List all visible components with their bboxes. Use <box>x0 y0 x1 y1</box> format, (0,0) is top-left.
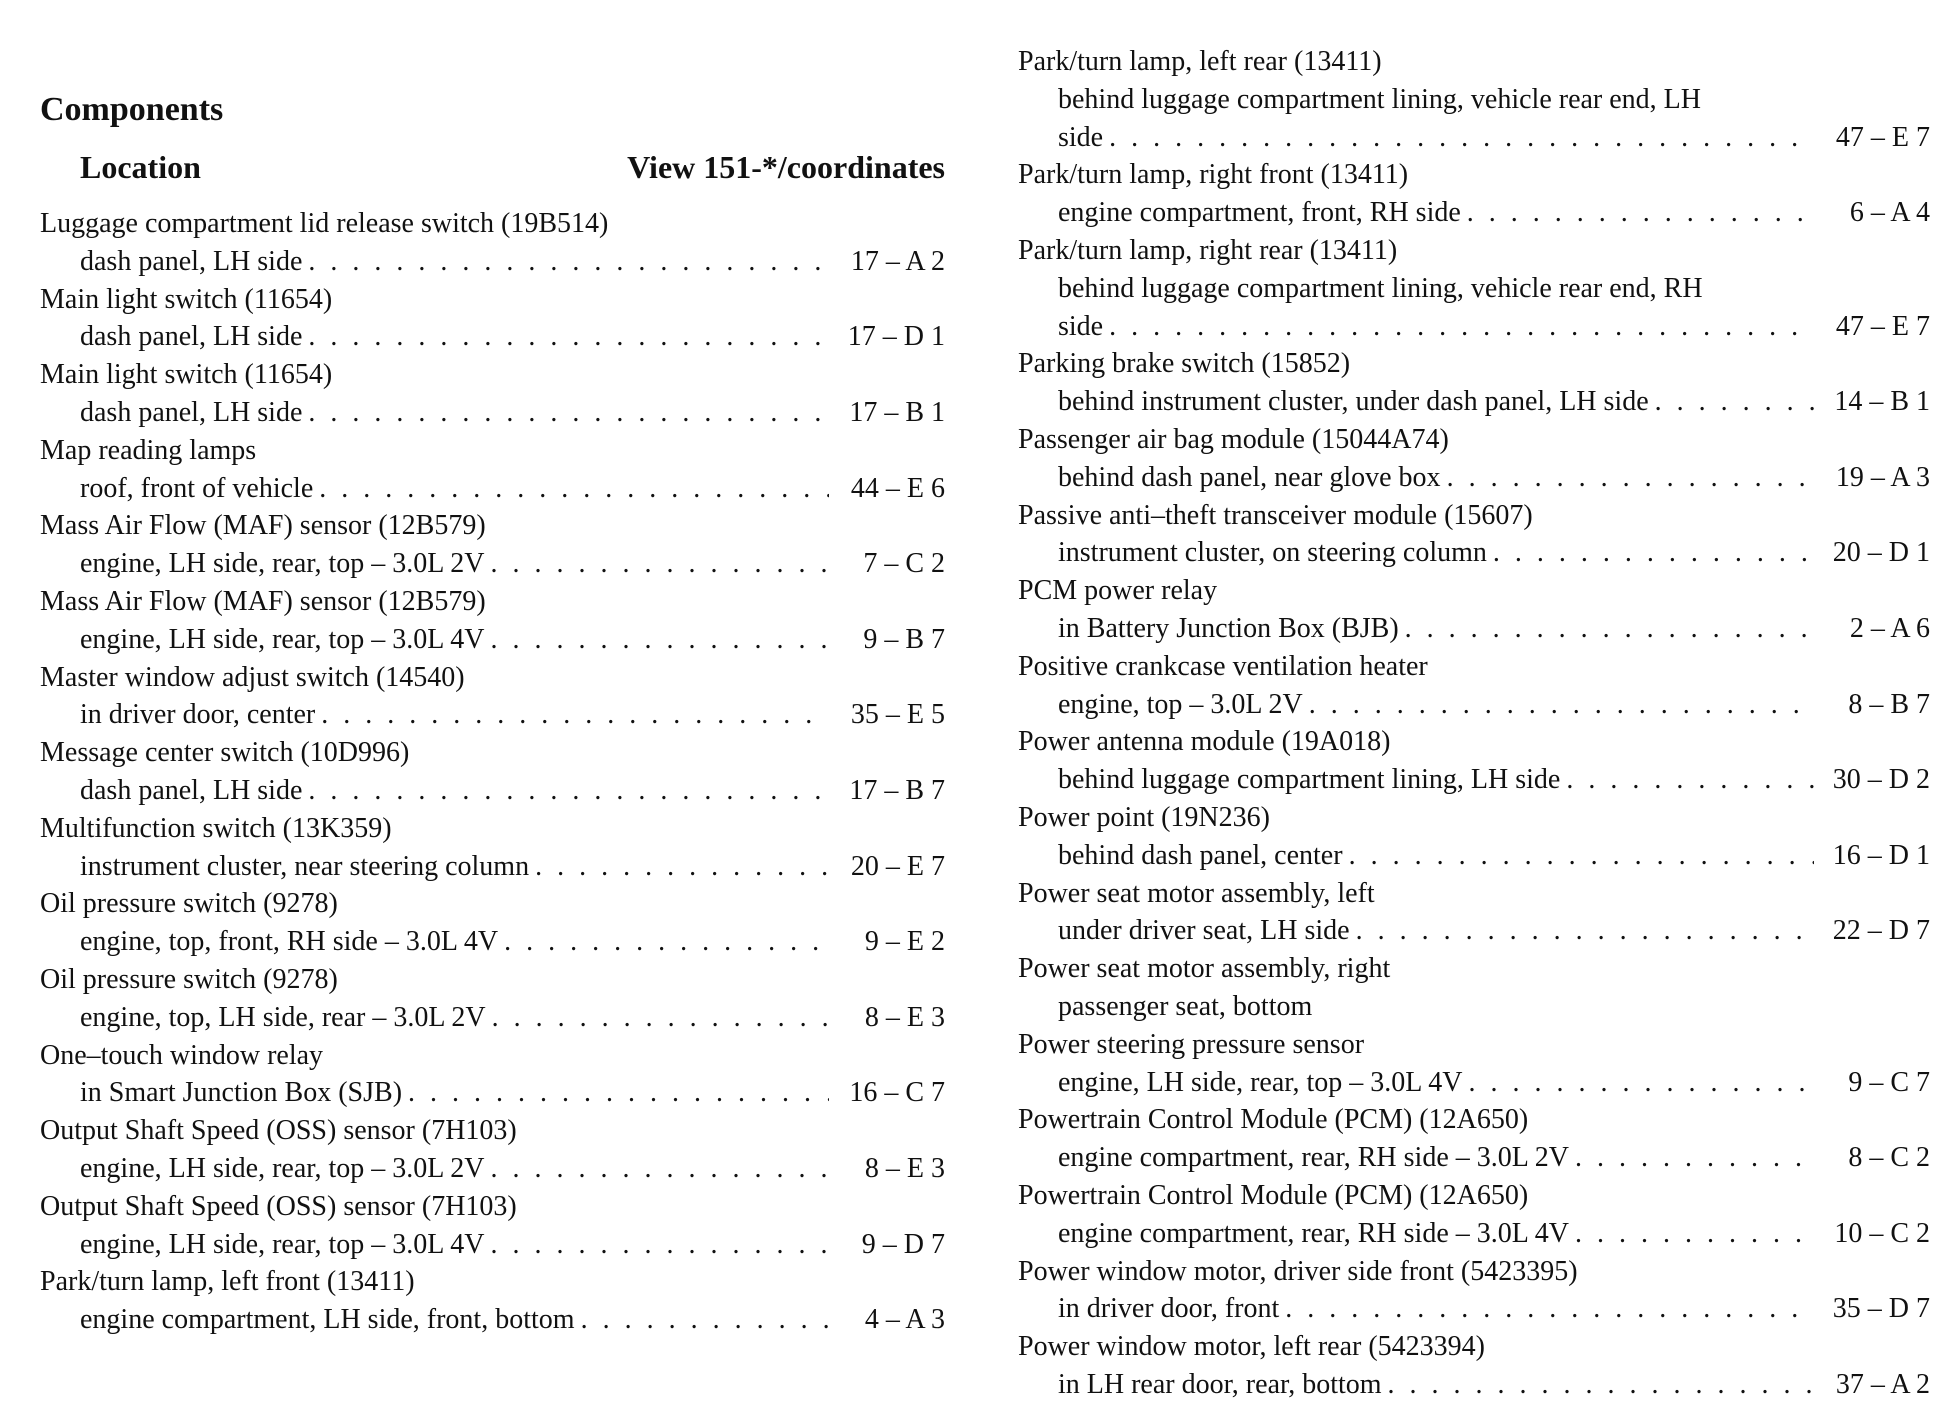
component-name: Powertrain Control Module (PCM) (12A650) <box>1018 1179 1529 1211</box>
view-coordinates-column-heading: View 151-*/coordinates <box>627 149 945 185</box>
component-location: side <box>1058 310 1104 342</box>
component-name: PCM power relay <box>1018 575 1218 607</box>
component-entry <box>40 432 945 508</box>
component-entry <box>40 1112 945 1188</box>
dot-leader <box>1566 761 1814 799</box>
component-name: Positive crankcase ventilation heater <box>1018 650 1428 682</box>
dot-leader <box>504 923 829 961</box>
component-name: Multifunction switch (13K359) <box>40 812 392 844</box>
component-location: side <box>1058 121 1104 153</box>
dot-leader <box>319 470 829 508</box>
dot-leader <box>1493 534 1814 572</box>
component-entry <box>40 1188 945 1264</box>
component-location: behind dash panel, near glove box <box>1058 461 1441 493</box>
component-name: Power point (19N236) <box>1018 801 1270 833</box>
component-list-left <box>40 205 945 1339</box>
component-location-wrapped: behind luggage compartment lining, vehicle rear end, LH <box>1058 83 1702 115</box>
component-detail-row <box>1018 119 1930 157</box>
component-location-wrapped: behind luggage compartment lining, vehicle rear end, RH <box>1058 272 1703 304</box>
dot-leader <box>1469 1064 1814 1102</box>
component-detail-row <box>40 923 945 961</box>
component-entry <box>40 205 945 281</box>
dot-leader <box>1467 194 1814 232</box>
view-coordinate: 6 – A 4 <box>1849 197 1930 229</box>
component-name: Message center switch (10D996) <box>40 737 410 769</box>
dot-leader <box>1405 610 1814 648</box>
dot-leader <box>1109 119 1814 157</box>
component-detail-row <box>40 696 945 734</box>
component-detail-row <box>40 470 945 508</box>
component-detail-row <box>1018 534 1930 572</box>
dot-leader <box>491 621 829 659</box>
component-detail-row <box>1018 1366 1930 1404</box>
component-location: dash panel, LH side <box>80 396 303 428</box>
dot-leader <box>1356 912 1814 950</box>
component-detail-row <box>1018 308 1930 346</box>
component-name: Power window motor, driver side front (5423395) <box>1018 1255 1578 1287</box>
section-title: Components <box>40 91 224 128</box>
component-entry <box>1018 345 1930 421</box>
component-location: engine, LH side, rear, top – 3.0L 2V <box>80 548 485 580</box>
component-location: in Battery Junction Box (BJB) <box>1058 612 1399 644</box>
view-coordinate: 8 – E 3 <box>864 1152 945 1184</box>
component-name: Main light switch (11654) <box>40 283 333 315</box>
component-name: Mass Air Flow (MAF) sensor (12B579) <box>40 510 486 542</box>
component-location: in LH rear door, rear, bottom <box>1058 1368 1382 1400</box>
component-location: engine compartment, rear, RH side – 3.0L 4V <box>1058 1217 1570 1249</box>
component-entry <box>40 1263 945 1339</box>
view-coordinate: 9 – C 7 <box>1848 1066 1930 1098</box>
component-name: Park/turn lamp, left rear (13411) <box>1018 46 1382 77</box>
component-detail-row <box>40 1301 945 1339</box>
view-coordinate: 14 – B 1 <box>1834 386 1930 418</box>
dot-leader <box>1349 837 1814 875</box>
dot-leader <box>321 696 829 734</box>
view-coordinate: 44 – E 6 <box>850 472 945 504</box>
dot-leader <box>491 1150 829 1188</box>
component-location: behind luggage compartment lining, LH side <box>1058 764 1561 796</box>
component-entry <box>40 659 945 735</box>
dot-leader <box>408 1074 829 1112</box>
dot-leader <box>491 545 829 583</box>
dot-leader <box>1309 686 1814 724</box>
component-name: Park/turn lamp, right rear (13411) <box>1018 234 1398 266</box>
component-location: engine, LH side, rear, top – 3.0L 2V <box>80 1152 485 1184</box>
view-coordinate: 17 – B 1 <box>849 396 945 428</box>
component-location: engine, LH side, rear, top – 3.0L 4V <box>1058 1066 1463 1098</box>
component-entry <box>1018 648 1930 724</box>
dot-leader <box>1655 383 1814 421</box>
view-coordinate: 19 – A 3 <box>1835 461 1930 493</box>
component-entry <box>40 583 945 659</box>
component-location: behind dash panel, center <box>1058 839 1343 871</box>
component-detail-row <box>40 318 945 356</box>
component-entry <box>1018 572 1930 648</box>
component-detail-row <box>40 394 945 432</box>
view-coordinate: 9 – B 7 <box>863 623 945 655</box>
component-location: engine compartment, rear, RH side – 3.0L 2V <box>1058 1142 1570 1174</box>
component-detail-row <box>1018 1215 1930 1253</box>
dot-leader <box>1447 459 1814 497</box>
view-coordinate: 20 – E 7 <box>850 850 945 882</box>
component-detail-row <box>1018 686 1930 724</box>
component-location: engine, LH side, rear, top – 3.0L 4V <box>80 623 485 655</box>
component-entry <box>1018 232 1930 345</box>
dot-leader <box>1575 1139 1814 1177</box>
component-entry <box>1018 950 1930 1026</box>
dot-leader <box>308 318 829 356</box>
component-detail-row <box>40 1226 945 1264</box>
dot-leader <box>1109 308 1814 346</box>
component-name: Park/turn lamp, right front (13411) <box>1018 159 1409 191</box>
component-entry <box>40 281 945 357</box>
component-detail-row <box>1018 1064 1930 1102</box>
component-detail-row <box>1018 837 1930 875</box>
component-name: Main light switch (11654) <box>40 359 333 391</box>
view-coordinate: 47 – E 7 <box>1835 310 1930 342</box>
component-name: Power seat motor assembly, left <box>1018 877 1375 909</box>
component-entry <box>1018 875 1930 951</box>
component-entry <box>1018 156 1930 232</box>
component-entry <box>40 961 945 1037</box>
component-name: Power seat motor assembly, right <box>1018 953 1391 985</box>
component-entry <box>1018 1253 1930 1329</box>
component-name: Passenger air bag module (15044A74) <box>1018 423 1449 455</box>
component-location: engine, top – 3.0L 2V <box>1058 688 1303 720</box>
component-detail-row <box>1018 383 1930 421</box>
component-location: engine, LH side, rear, top – 3.0L 4V <box>80 1228 485 1260</box>
dot-leader <box>535 848 829 886</box>
component-entry <box>40 810 945 886</box>
component-name: Luggage compartment lid release switch (19B514) <box>40 208 609 239</box>
component-entry <box>40 1037 945 1113</box>
component-name: Oil pressure switch (9278) <box>40 888 338 920</box>
location-column-heading: Location <box>80 149 201 185</box>
component-location: dash panel, LH side <box>80 245 303 277</box>
component-detail-row <box>40 848 945 886</box>
component-name: Mass Air Flow (MAF) sensor (12B579) <box>40 585 486 617</box>
dot-leader <box>491 1226 829 1264</box>
view-coordinate: 16 – D 1 <box>1832 839 1930 871</box>
view-coordinate: 8 – B 7 <box>1848 688 1930 720</box>
view-coordinate: 37 – A 2 <box>1835 1368 1930 1400</box>
component-name: Oil pressure switch (9278) <box>40 963 338 995</box>
component-entry <box>1018 1101 1930 1177</box>
view-coordinate: 9 – E 2 <box>864 926 945 958</box>
component-location: instrument cluster, near steering column <box>80 850 530 882</box>
view-coordinate: 17 – D 1 <box>847 321 945 353</box>
view-coordinate: 35 – D 7 <box>1832 1293 1930 1325</box>
dot-leader <box>308 394 829 432</box>
component-location: roof, front of vehicle <box>80 472 314 504</box>
component-entry <box>1018 1026 1930 1102</box>
view-coordinate: 4 – A 3 <box>864 1304 945 1336</box>
dot-leader <box>1575 1215 1814 1253</box>
dot-leader <box>1388 1366 1814 1404</box>
component-location: dash panel, LH side <box>80 321 303 353</box>
view-coordinate: 17 – B 7 <box>849 774 945 806</box>
view-coordinate: 22 – D 7 <box>1832 915 1930 947</box>
component-location: passenger seat, bottom <box>1058 990 1313 1022</box>
component-name: Power steering pressure sensor <box>1018 1028 1365 1060</box>
view-coordinate: 35 – E 5 <box>850 699 945 731</box>
component-detail-row <box>40 545 945 583</box>
dot-leader <box>1285 1290 1814 1328</box>
view-coordinate: 17 – A 2 <box>850 245 945 277</box>
component-name: Output Shaft Speed (OSS) sensor (7H103) <box>40 1115 517 1147</box>
component-entry <box>40 734 945 810</box>
view-coordinate: 8 – C 2 <box>1848 1142 1930 1174</box>
component-location: instrument cluster, on steering column <box>1058 537 1487 569</box>
component-name: Passive anti–theft transceiver module (15607) <box>1018 499 1533 531</box>
view-coordinate: 7 – C 2 <box>863 548 945 580</box>
component-detail-row <box>1018 610 1930 648</box>
component-location: engine, top, LH side, rear – 3.0L 2V <box>80 1001 486 1033</box>
component-location: in driver door, center <box>80 699 316 731</box>
component-entry <box>1018 1177 1930 1253</box>
component-entry <box>1018 43 1930 156</box>
component-name: Map reading lamps <box>40 434 257 466</box>
dot-leader <box>308 243 829 281</box>
component-name: Output Shaft Speed (OSS) sensor (7H103) <box>40 1190 517 1222</box>
component-location: dash panel, LH side <box>80 774 303 806</box>
view-coordinate: 16 – C 7 <box>849 1077 945 1109</box>
component-detail-row <box>40 999 945 1037</box>
component-location: in driver door, front <box>1058 1293 1280 1325</box>
component-detail-row <box>1018 1290 1930 1328</box>
component-entry <box>1018 723 1930 799</box>
component-list-right <box>1018 43 1930 1404</box>
component-entry <box>40 356 945 432</box>
component-name: Power antenna module (19A018) <box>1018 726 1391 758</box>
component-detail-row <box>40 243 945 281</box>
component-detail-row <box>1018 1139 1930 1177</box>
component-name: Park/turn lamp, left front (13411) <box>40 1266 415 1298</box>
component-entry <box>1018 1328 1930 1404</box>
view-coordinate: 2 – A 6 <box>1849 612 1930 644</box>
view-coordinate: 30 – D 2 <box>1832 764 1930 796</box>
component-name: Powertrain Control Module (PCM) (12A650) <box>1018 1104 1529 1136</box>
view-coordinate: 20 – D 1 <box>1832 537 1930 569</box>
component-detail-row <box>1018 912 1930 950</box>
component-detail-row <box>1018 761 1930 799</box>
component-name: Parking brake switch (15852) <box>1018 348 1351 380</box>
view-coordinate: 9 – D 7 <box>861 1228 945 1260</box>
component-detail-row <box>40 621 945 659</box>
component-location: under driver seat, LH side <box>1058 915 1350 947</box>
component-detail-row <box>40 772 945 810</box>
component-entry <box>1018 497 1930 573</box>
dot-leader <box>492 999 829 1037</box>
component-location: in Smart Junction Box (SJB) <box>80 1077 403 1109</box>
component-detail-row <box>1018 459 1930 497</box>
component-location: behind instrument cluster, under dash panel, LH side <box>1058 386 1649 418</box>
component-location: engine compartment, front, RH side <box>1058 197 1461 229</box>
component-detail-row <box>40 1074 945 1112</box>
view-coordinate: 47 – E 7 <box>1835 121 1930 153</box>
component-name: One–touch window relay <box>40 1039 324 1071</box>
component-name: Master window adjust switch (14540) <box>40 661 465 693</box>
dot-leader <box>308 772 829 810</box>
component-entry <box>1018 799 1930 875</box>
dot-leader <box>581 1301 829 1339</box>
component-entry <box>40 885 945 961</box>
component-entry <box>40 507 945 583</box>
view-coordinate: 10 – C 2 <box>1834 1217 1930 1249</box>
component-detail-row <box>1018 194 1930 232</box>
component-detail-row <box>40 1150 945 1188</box>
component-entry <box>1018 421 1930 497</box>
component-location: engine, top, front, RH side – 3.0L 4V <box>80 926 499 958</box>
component-name: Power window motor, left rear (5423394) <box>1018 1331 1485 1363</box>
view-coordinate: 8 – E 3 <box>864 1001 945 1033</box>
component-location: engine compartment, LH side, front, bottom <box>80 1304 575 1336</box>
